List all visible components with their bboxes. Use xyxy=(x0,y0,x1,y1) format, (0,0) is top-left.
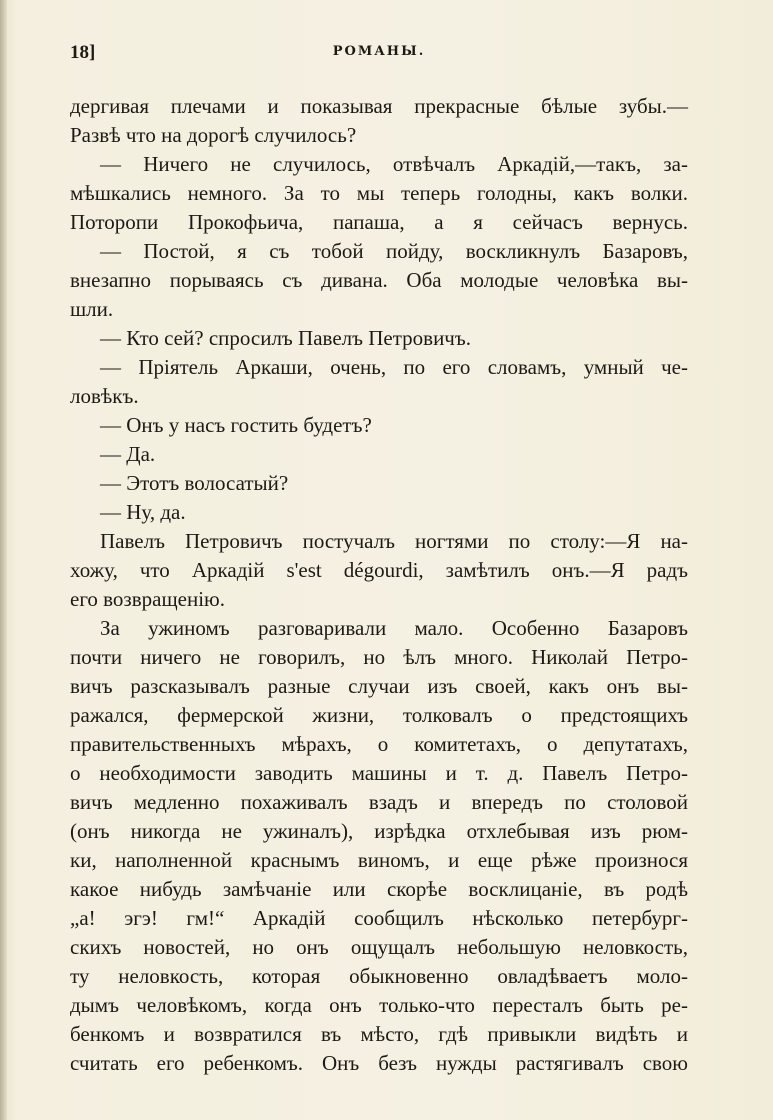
text-line: — Кто сей? спросилъ Павелъ Петровичъ. xyxy=(100,326,471,350)
text-line: „а! эгэ! гм!“ Аркадій сообщилъ нѣсколько петербург- xyxy=(70,906,688,930)
text-line: (онъ никогда не ужиналъ), изрѣдка отхлебывая изъ рюм- xyxy=(70,819,688,843)
text-line: вичъ медленно похаживалъ взадъ и впередъ по столовой xyxy=(70,790,688,814)
text-line: — Ну, да. xyxy=(100,500,186,524)
text-line: Поторопи Прокофьича, папаша, а я сейчасъ вернусь. xyxy=(70,210,688,234)
text-line: За ужиномъ разговаривали мало. Особенно Базаровъ xyxy=(100,616,688,640)
body-text xyxy=(70,92,688,1078)
text-line: ловѣкъ. xyxy=(70,384,139,408)
text-line: почти ничего не говорилъ, но ѣлъ много. Николай Петро- xyxy=(70,645,688,669)
text-line: — Пріятель Аркаши, очень, по его словамъ, умный че- xyxy=(100,355,688,379)
text-line: бенкомъ и возвратился въ мѣсто, гдѣ привыкли видѣть и xyxy=(70,1022,688,1046)
text-line: ки, наполненной краснымъ виномъ, и еще рѣже произнося xyxy=(70,848,688,872)
running-title: РОМАНЫ. xyxy=(332,44,426,59)
text-line: дергивая плечами и показывая прекрасные бѣлые зубы.— xyxy=(70,94,688,118)
text-line: дымъ человѣкомъ, когда онъ только-что пересталъ быть ре- xyxy=(70,993,688,1017)
text-line: ражался, фермерской жизни, толковалъ о предстоящихъ xyxy=(70,703,688,727)
text-line: скихъ новостей, но онъ ощущалъ небольшую неловкость, xyxy=(70,935,688,959)
text-line: — Ничего не случилось, отвѣчалъ Аркадій,—такъ, за- xyxy=(100,152,688,176)
text-line: — Постой, я съ тобой пойду, воскликнулъ Базаровъ, xyxy=(100,239,688,263)
text-line: его возвращенію. xyxy=(70,587,225,611)
text-line: какое нибудь замѣчаніе или скорѣе восклицаніе, въ родѣ xyxy=(70,877,688,901)
text-line: ту неловкость, которая обыкновенно овладѣваетъ моло- xyxy=(70,964,688,988)
text-line: — Онъ у насъ гостить будетъ? xyxy=(100,413,372,437)
page-number: 18] xyxy=(70,42,96,63)
text-line: считать его ребенкомъ. Онъ безъ нужды растягивалъ свою xyxy=(70,1051,688,1075)
text-line: хожу, что Аркадій s'est dégourdi, замѣтилъ онъ.—Я радъ xyxy=(70,558,688,582)
text-line: о необходимости заводить машины и т. д. Павелъ Петро- xyxy=(70,761,688,785)
text-line: Развѣ что на дорогѣ случилось? xyxy=(70,123,357,147)
text-line: — Да. xyxy=(100,442,156,466)
page-header xyxy=(70,40,688,68)
text-line: правительственныхъ мѣрахъ, о комитетахъ, о депутатахъ, xyxy=(70,732,688,756)
page-binding-edge xyxy=(0,0,7,1120)
text-line: вичъ разсказывалъ разные случаи изъ своей, какъ онъ вы- xyxy=(70,674,688,698)
text-line: Павелъ Петровичъ постучалъ ногтями по столу:—Я на- xyxy=(100,529,688,553)
text-line: внезапно порываясь съ дивана. Оба молодые человѣка вы- xyxy=(70,268,688,292)
text-line: — Этотъ волосатый? xyxy=(100,471,289,495)
text-line: мѣшкались немного. За то мы теперь голодны, какъ волки. xyxy=(70,181,688,205)
text-line: шли. xyxy=(70,297,114,321)
